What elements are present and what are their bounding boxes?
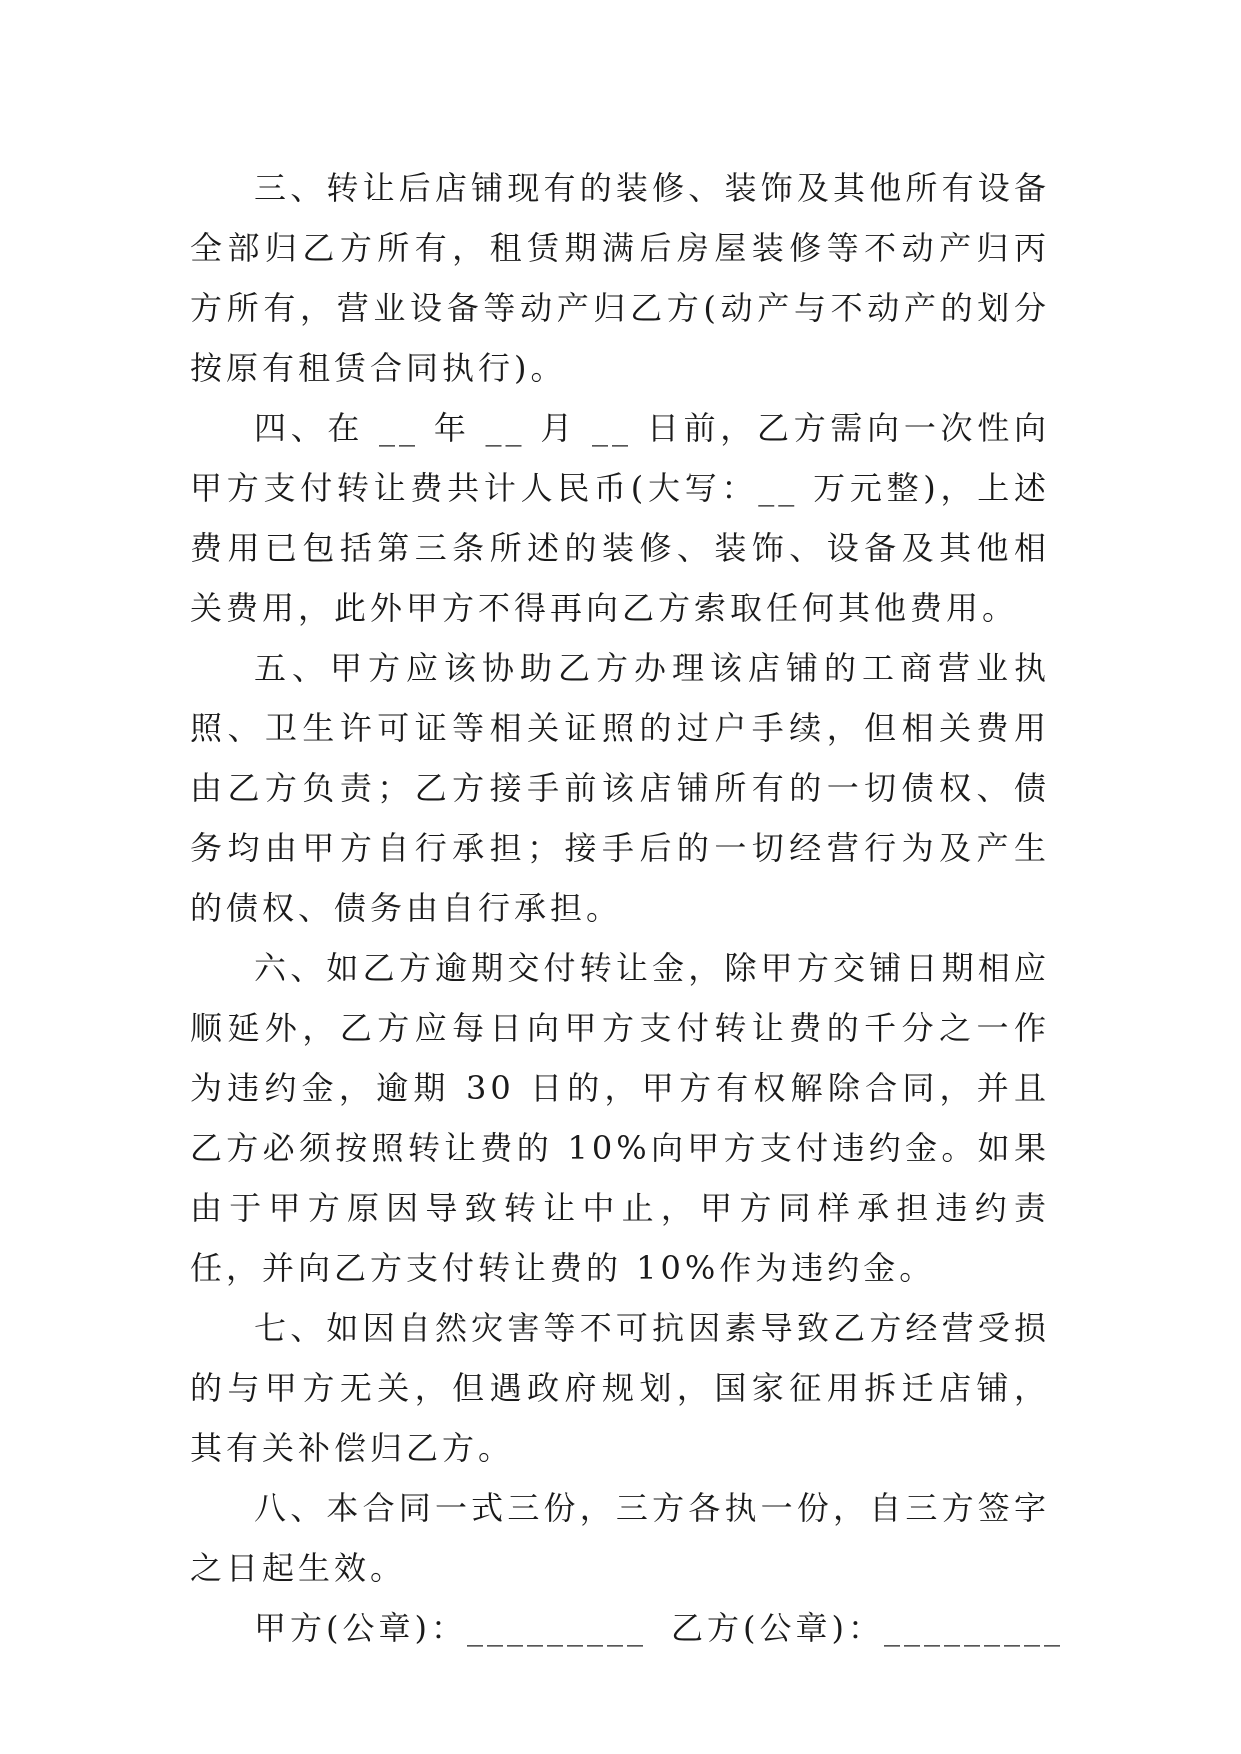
party-b-signature: 乙方(公章)：_________ <box>670 1609 1064 1647</box>
clause-8: 八、本合同一式三份，三方各执一份，自三方签字之日起生效。 <box>190 1489 1050 1587</box>
clause-5: 五、甲方应该协助乙方办理该店铺的工商营业执照、卫生许可证等相关证照的过户手续，但相关费用由乙方负责；乙方接手前该店铺所有的一切债权、债务均由甲方自行承担；接手后的一切经营行为及产生的债权、债务由自行承担。 <box>190 649 1050 927</box>
signature-line <box>190 1598 1064 1658</box>
clause-4: 四、在 __ 年 __ 月 __ 日前，乙方需向一次性向甲方支付转让费共计人民币(大写：__ 万元整)，上述费用已包括第三条所述的装修、装饰、设备及其他相关费用，此外甲方不得再向乙方索取任何其他费用。 <box>190 409 1050 627</box>
clause-6: 六、如乙方逾期交付转让金，除甲方交铺日期相应顺延外，乙方应每日向甲方支付转让费的千分之一作为违约金，逾期 30 日的，甲方有权解除合同，并且乙方必须按照转让费的 10%向甲方支付违约金。如果由于甲方原因导致转让中止，甲方同样承担违约责任，并向乙方支付转让费的 10%作为违约金。 <box>190 949 1050 1287</box>
party-a-signature: 甲方(公章)：_________ <box>254 1609 647 1647</box>
clause-3: 三、转让后店铺现有的装修、装饰及其他所有设备全部归乙方所有，租赁期满后房屋装修等不动产归丙方所有，营业设备等动产归乙方(动产与不动产的划分按原有租赁合同执行)。 <box>190 169 1050 387</box>
clause-7: 七、如因自然灾害等不可抗因素导致乙方经营受损的与甲方无关，但遇政府规划，国家征用拆迁店铺，其有关补偿归乙方。 <box>190 1309 1050 1467</box>
document-body <box>190 158 1064 1658</box>
